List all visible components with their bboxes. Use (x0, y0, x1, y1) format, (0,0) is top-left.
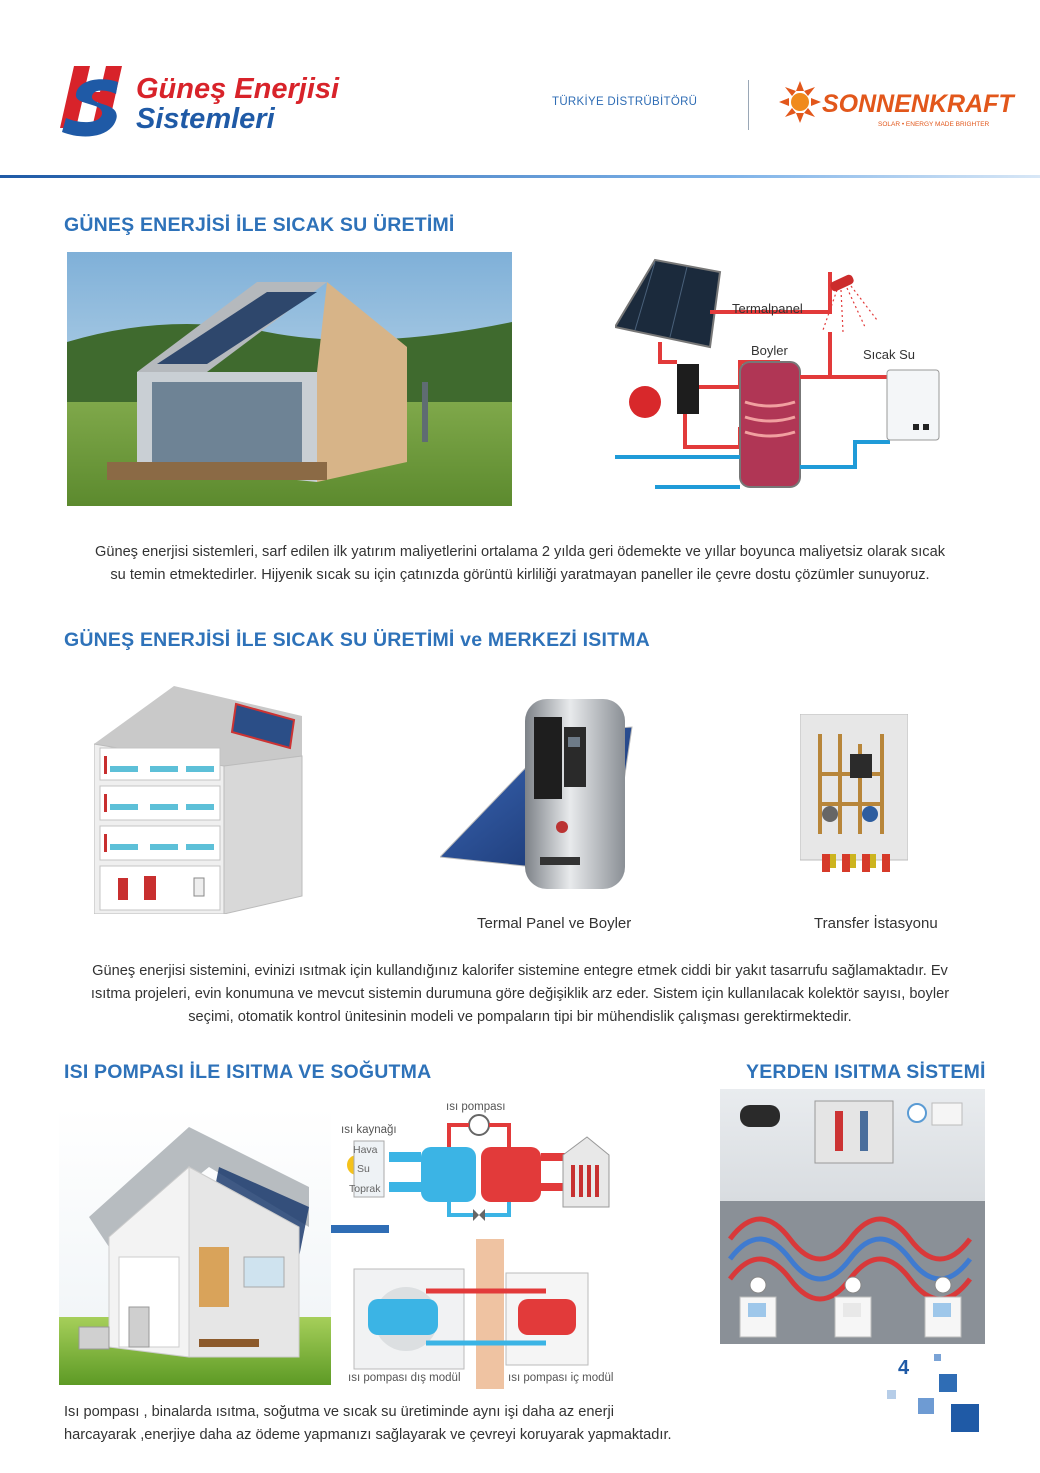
label-heat-source: ısı kaynağı (341, 1124, 397, 1136)
section2-paragraph-line-1: Güneş enerjisi sistemini, evinizi ısıtmak için kullandığınız kalorifer sistemine entegre etmek ciddi bir yakıt tasarrufu sağlamaktadır. Ev (92, 963, 948, 979)
label-hot-water: Sıcak Su (863, 347, 916, 362)
transfer-station-photo (800, 714, 908, 878)
caption-panel-boiler: Termal Panel ve Boyler (477, 915, 632, 932)
label-indoor-module: ısı pompası iç modül (508, 1372, 614, 1384)
label-outdoor-module: ısı pompası dış modül (348, 1372, 461, 1384)
section2-paragraph-line-2: ısıtma projeleri, evin konumuna ve mevcut sistemin durumuna göre değişiklik arz eder. Sistem için kullanılacak kolektör sayısı, boyler (90, 986, 950, 1002)
caption-transfer-station: Transfer İstasyonu (814, 915, 938, 932)
section-title-central-heating: GÜNEŞ ENERJİSİ İLE SICAK SU ÜRETİMİ ve MERKEZİ ISITMA (64, 629, 650, 651)
heat-pump-modules-illustration (346, 1239, 612, 1389)
section2-paragraph-line-3: seçimi, otomatik kontrol ünitesinin modeli ve pompaların tipi bir mühendislik çalışması gerektirmektedir. (188, 1009, 852, 1025)
section-title-hot-water: GÜNEŞ ENERJİSİ İLE SICAK SU ÜRETİMİ (64, 214, 455, 236)
floor-heating-illustration (720, 1089, 985, 1344)
solar-house-photo (67, 252, 512, 506)
company-logo-mark (60, 62, 130, 140)
section1-paragraph (50, 541, 990, 587)
section1-paragraph-line-2: su temin etmektedirler. Hijyenik sıcak su için çatınızda görüntü kirliliği yaratmayan paneller ile çevre dostu çözümler sunuyoruz. (110, 567, 930, 583)
section-title-heat-pump: ISI POMPASI İLE ISITMA VE SOĞUTMA (64, 1061, 432, 1083)
heat-pump-schematic (331, 1097, 613, 1237)
logo-line-2: Sistemleri (136, 103, 275, 135)
distributor-label: TÜRKİYE DİSTRÜBİTÖRÜ (552, 96, 698, 108)
section3-paragraph-line-2: harcayarak ,enerjiye daha az ödeme yapmanızı sağlayarak ve çevreyi koruyarak yapmaktadır. (64, 1427, 672, 1443)
section-title-floor-heating: YERDEN ISITMA SİSTEMİ (746, 1061, 986, 1083)
section3-paragraph-line-1: Isı pompası , binalarda ısıtma, soğutma ve sıcak su üretiminde aynı işi daha az enerji (64, 1404, 614, 1420)
hot-water-diagram (615, 252, 945, 502)
company-logo-text (136, 74, 339, 134)
sonnenkraft-wordmark: SONNENKRAFT (822, 90, 1014, 118)
label-air: Hava (353, 1144, 378, 1156)
label-thermal-panel: Termalpanel (732, 301, 803, 316)
section3-paragraph (64, 1401, 764, 1447)
sonnenkraft-logo (778, 80, 1026, 132)
decorative-squares (885, 1352, 985, 1434)
section2-paragraph (50, 960, 990, 1029)
header-rule (0, 175, 1040, 178)
label-boiler: Boyler (751, 343, 788, 358)
sonnenkraft-tagline: SOLAR • ENERGY MADE BRIGHTER (878, 121, 990, 128)
building-cutaway-illustration (94, 686, 306, 914)
page-number: 4 (898, 1357, 910, 1379)
label-water: Su (357, 1163, 370, 1175)
heat-pump-house-illustration (59, 1107, 331, 1385)
label-heat-pump: ısı pompası (446, 1101, 506, 1113)
section1-paragraph-line-1: Güneş enerjisi sistemleri, sarf edilen ilk yatırım maliyetlerini ortalama 2 yılda geri ödemekte ve yıllar boyunca maliyetsiz olarak sıcak (94, 544, 945, 560)
thermal-panel-and-boiler-photo (440, 697, 640, 895)
logo-line-1: Güneş Enerjisi (136, 73, 340, 105)
label-soil: Toprak (349, 1183, 381, 1195)
header-divider (748, 80, 749, 130)
